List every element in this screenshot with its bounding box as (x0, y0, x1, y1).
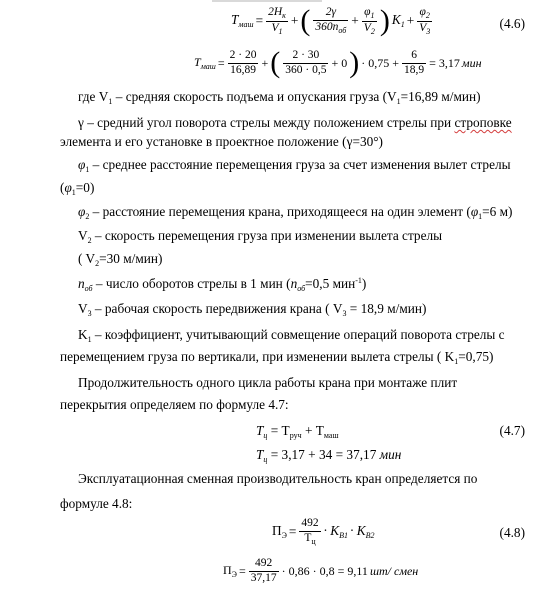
fraction-2gamma: $\frac{2\gamma}{360n_{об}}$ (315, 6, 347, 35)
def-gamma-line2: элемента и его установке в проектное положение (γ=30°) (60, 134, 383, 149)
def-k1-line1: $K_1$ – коэффициент, учитывающий совмещение операций поворота стрелы с (78, 327, 505, 344)
def-gamma-line1: γ – средний угол поворота стрелы между положением стрелы при строповке (78, 115, 512, 130)
def-phi1-line1: $\varphi_1$ – среднее расстояние перемещения груза за счет изменения вылет стрелы (78, 157, 511, 174)
equation-number-4-8: (4.8) (499, 525, 525, 540)
equation-number-4-7: (4.7) (499, 423, 525, 438)
para-4-7-line2: перекрытия определяем по формуле 4.7: (60, 397, 289, 412)
def-k1-line2: перемещением груза по вертикали, при изменении вылета стрелы ( $K_1=0,75$) (60, 349, 494, 366)
def-phi1-line2: $(\varphi_1=0)$ (60, 180, 95, 197)
equation-4-7: $T_ц = T_{руч} + T_{маш}$ (256, 423, 339, 440)
def-phi2: $\varphi_2$ – расстояние перемещения крана, приходящееся на один элемент ($\varphi_1=6$ м) (78, 204, 513, 221)
def-nob: $n_{об}$ – число оборотов стрелы в 1 мин ($n_{об}=0,5$ мин$^{-1}$) (78, 276, 367, 293)
equation-4-6: $T_{маш}$ = $\frac{2H_к}{V_1}$ + ( $\frac{2\gamma}{360n_{об}}$ + $\frac{\varphi_1}{V_2}$ ) $K_1$ + $\frac{\varphi_2}{V_3}$ (231, 4, 431, 37)
def-v3: $V_3$ – рабочая скорость передвижения крана ( $V_3 = 18,9$ м/мин) (78, 301, 427, 318)
fraction-phi1-v2: $\frac{\varphi_1}{V_2}$ (363, 5, 375, 36)
equation-number-4-6: (4.6) (499, 16, 525, 31)
def-v2-line1: $V_2$ – скорость перемещения груза при изменении вылета стрелы (78, 228, 443, 245)
para-4-7-line1: Продолжительность одного цикла работы крана при монтаже плит (78, 375, 458, 390)
equation-4-6-calculation: $T_{маш}$ = $\frac{2 \cdot 20}{16,89}$ + ( $\frac{2 \cdot 30}{360 \cdot 0,5}$ + 0 ) · 0,75 + $\frac{6}{18,9}$ = 3,17 мин (194, 46, 482, 79)
def-v1: где $V_1$ – средняя скорость подъема и опускания груза ($V_1=16,89$ м/мин) (78, 89, 481, 106)
equation-4-8-calculation: $П_Э$ = $\frac{492}{37,17}$ · 0,86 · 0,8 = 9,11 шт/ смен (223, 557, 419, 584)
fraction-phi2-v3: $\frac{\varphi_2}{V_3}$ (419, 5, 431, 36)
para-4-8-line1: Эксплуатационная сменная производительность кран определяется по (78, 471, 478, 486)
equation-4-7-calculation: $T_ц = 3,17 + 34 = 37,17$ мин (256, 447, 402, 464)
para-4-8-line2: формуле 4.8: (60, 496, 133, 511)
fraction-2h-v1: $\frac{2H_к}{V_1}$ (268, 5, 286, 36)
top-rule (212, 0, 322, 2)
equation-4-8: $П_Э$ = $\frac{492}{T_ц}$ · $K_{B1}$ · $K_{B2}$ (272, 517, 375, 546)
def-v2-line2: ( $V_2=30$ м/мин) (78, 251, 163, 268)
